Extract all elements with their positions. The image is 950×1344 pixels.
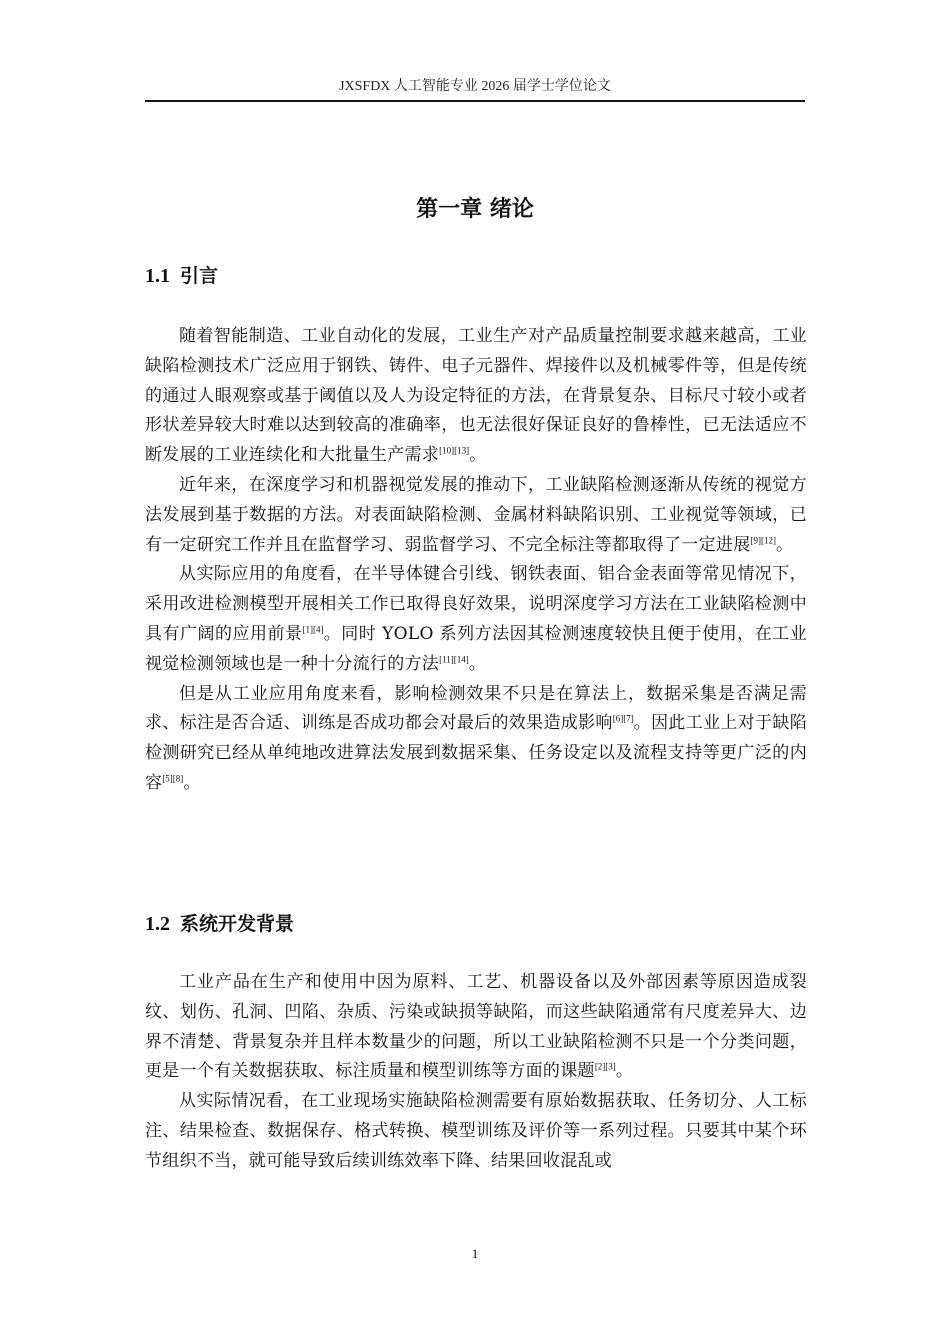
paragraph — [145, 680, 807, 799]
paragraph — [145, 560, 807, 679]
section-heading-1-1 — [145, 262, 805, 290]
citation: [2][3] — [594, 1061, 616, 1072]
paragraph-text: 。同时 YOLO 系列方法因其检测速度较快且便于使用，在工业视觉检测领域也是一种十分流行的方法 — [145, 623, 807, 674]
paragraph-text: 从实际应用的角度看，在半导体键合引线、钢铁表面、铝合金表面等常见情况下，采用改进检测模型开展相关工作已取得良好效果，说明深度学习方法在工业缺陷检测中具有广阔的应用前景 — [145, 564, 807, 644]
paragraph — [145, 322, 807, 471]
citation: [10][13] — [439, 445, 470, 456]
citation: [11][14] — [439, 654, 469, 665]
paragraph — [145, 1087, 807, 1176]
citation: [9][12] — [750, 534, 776, 545]
paragraph — [145, 471, 807, 560]
paragraph-text: 工业产品在生产和使用中因为原料、工艺、机器设备以及外部因素等原因造成裂纹、划伤、孔洞、凹陷、杂质、污染或缺损等缺陷，而这些缺陷通常有尺度差异大、边界不清楚、背景复杂并且样本数量少的问题，所以工业缺陷检测不只是一个分类问题，更是一个有关数据获取、标注质量和模型训练等方面的课题 — [145, 972, 807, 1082]
paragraph-tail: 。 — [468, 653, 487, 674]
paragraph-text: 近年来，在深度学习和机器视觉发展的推动下，工业缺陷检测逐渐从传统的视觉方法发展到基于数据的方法。对表面缺陷检测、金属材料缺陷识别、工业视觉等领域，已有一定研究工作并且在监督学习、弱监督学习、不完全标注等都取得了一定进展 — [145, 474, 807, 555]
citation: [1][4] — [302, 624, 324, 635]
section-number: 1.2 — [145, 913, 170, 935]
section-number: 1.1 — [145, 265, 170, 287]
paragraph-text: 。因此工业上对于缺陷检测研究已经从单纯地改进算法发展到数据采集、任务设定以及流程支持等更广泛的内容 — [145, 713, 807, 793]
section-title: 引言 — [180, 265, 219, 287]
page-number: 1 — [471, 1246, 479, 1261]
paragraph-tail: 。 — [776, 534, 794, 555]
paragraph-tail: 。 — [183, 772, 201, 793]
citation: [6][7] — [612, 713, 634, 724]
paragraph-text: 随着智能制造、工业自动化的发展，工业生产对产品质量控制要求越来越高，工业缺陷检测技术广泛应用于钢铁、铸件、电子元器件、焊接件以及机械零件等，但是传统的通过人眼观察或基于阈值以及人为设定特征的方法，在背景复杂、目标尺寸较小或者形状差异较大时难以达到较高的准确率，也无法很好保证良好的鲁棒性，已无法适应不断发展的工业连续化和大批量生产需求 — [145, 326, 807, 466]
paragraph-tail: 。 — [469, 445, 487, 466]
citation: [5][8] — [162, 773, 184, 784]
paragraph-tail: 。 — [615, 1061, 634, 1082]
section-title: 系统开发背景 — [180, 913, 295, 935]
header-rule — [145, 100, 805, 102]
section-body-1-2 — [145, 968, 807, 1177]
section-heading-1-2 — [145, 910, 805, 938]
running-header: JXSFDX 人工智能专业 2026 届学士学位论文 — [339, 79, 611, 94]
paragraph — [145, 968, 807, 1087]
chapter-title: 第一章 绪论 — [416, 197, 534, 222]
paragraph-text: 从实际情况看，在工业现场实施缺陷检测需要有原始数据获取、任务切分、人工标注、结果检查、数据保存、格式转换、模型训练及评价等一系列过程。只要其中某个环节组织不当，就可能导致后续训练效率下降、结果回收混乱或 — [145, 1091, 807, 1171]
section-body-1-1 — [145, 322, 807, 799]
paragraph-text: 但是从工业应用角度来看，影响检测效果不只是在算法上，数据采集是否满足需求、标注是否合适、训练是否成功都会对最后的效果造成影响 — [145, 683, 807, 734]
